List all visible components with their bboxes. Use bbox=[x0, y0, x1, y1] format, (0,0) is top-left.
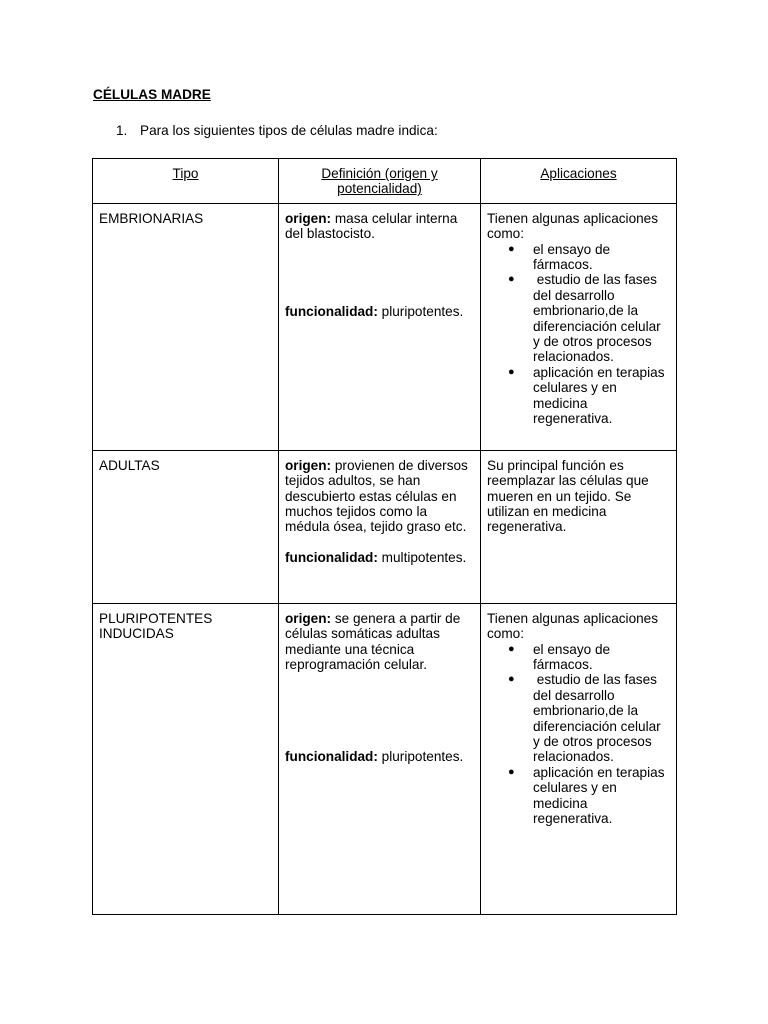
cell-tipo: ADULTAS bbox=[93, 450, 279, 603]
aplicaciones-list bbox=[487, 642, 670, 827]
header-tipo: Tipo bbox=[93, 159, 279, 204]
aplicaciones-intro: Tienen algunas aplicaciones como: bbox=[487, 610, 659, 642]
funcionalidad-label: funcionalidad: bbox=[285, 303, 378, 319]
bullet-icon: ● bbox=[508, 273, 515, 286]
table-row-pluripotentes-inducidas bbox=[93, 603, 677, 914]
table-header-row bbox=[93, 159, 677, 204]
origen-label: origen: bbox=[285, 610, 332, 626]
question-number: 1. bbox=[116, 123, 128, 138]
bullet-icon: ● bbox=[508, 242, 515, 255]
question bbox=[116, 123, 438, 138]
list-item: ● estudio de las fases del desarrollo embrionario,de la diferenciación celular y de otros procesos relacionados. bbox=[508, 272, 661, 365]
cell-definicion bbox=[279, 603, 481, 914]
origen-label: origen: bbox=[285, 210, 332, 226]
aplicaciones-text: Su principal función es reemplazar las células que mueren en un tejido. Se utilizan en medicina regenerativa. bbox=[487, 457, 649, 535]
list-item: ● el ensayo de fármacos. bbox=[508, 241, 611, 273]
bullet-icon: ● bbox=[508, 642, 515, 655]
cell-aplicaciones bbox=[481, 203, 677, 450]
funcionalidad-text: funcionalidad: multipotentes. bbox=[285, 549, 467, 565]
question-text: Para los siguientes tipos de células madre indica: bbox=[140, 123, 438, 138]
bullet-icon: ● bbox=[508, 365, 515, 378]
stem-cells-table bbox=[92, 158, 677, 915]
aplicaciones-list bbox=[487, 242, 670, 427]
cell-definicion bbox=[279, 203, 481, 450]
table-row-embrionarias bbox=[93, 203, 677, 450]
funcionalidad-label: funcionalidad: bbox=[285, 749, 378, 765]
table-row-adultas bbox=[93, 450, 677, 603]
list-item: ● aplicación en terapias celulares y en medicina regenerativa. bbox=[508, 764, 665, 827]
bullet-icon: ● bbox=[508, 765, 515, 778]
cell-aplicaciones bbox=[481, 450, 677, 603]
cell-tipo: PLURIPOTENTES INDUCIDAS bbox=[93, 603, 279, 914]
funcionalidad-label: funcionalidad: bbox=[285, 549, 378, 565]
origen-text: origen: masa celular interna del blastocisto. bbox=[285, 210, 458, 242]
origen-text: origen: provienen de diversos tejidos adultos, se han descubierto estas células en muchos tejidos como la médula ósea, tejido graso etc. bbox=[285, 457, 468, 535]
list-item: ● el ensayo de fármacos. bbox=[508, 641, 611, 673]
cell-aplicaciones bbox=[481, 603, 677, 914]
funcionalidad-text: funcionalidad: pluripotentes. bbox=[285, 303, 464, 319]
cell-tipo: EMBRIONARIAS bbox=[93, 203, 279, 450]
document-title: CÉLULAS MADRE bbox=[93, 87, 211, 102]
origen-text: origen: se genera a partir de células somáticas adultas mediante una técnica reprogramación celular. bbox=[285, 610, 461, 673]
header-aplicaciones: Aplicaciones bbox=[481, 159, 677, 204]
list-item: ● aplicación en terapias celulares y en medicina regenerativa. bbox=[508, 364, 665, 427]
cell-definicion bbox=[279, 450, 481, 603]
bullet-icon: ● bbox=[508, 673, 515, 686]
header-definicion: Definición (origen y potencialidad) bbox=[279, 159, 481, 204]
list-item: ● estudio de las fases del desarrollo embrionario,de la diferenciación celular y de otros procesos relacionados. bbox=[508, 672, 661, 765]
funcionalidad-text: funcionalidad: pluripotentes. bbox=[285, 749, 464, 765]
origen-label: origen: bbox=[285, 457, 332, 473]
aplicaciones-intro: Tienen algunas aplicaciones como: bbox=[487, 210, 659, 242]
